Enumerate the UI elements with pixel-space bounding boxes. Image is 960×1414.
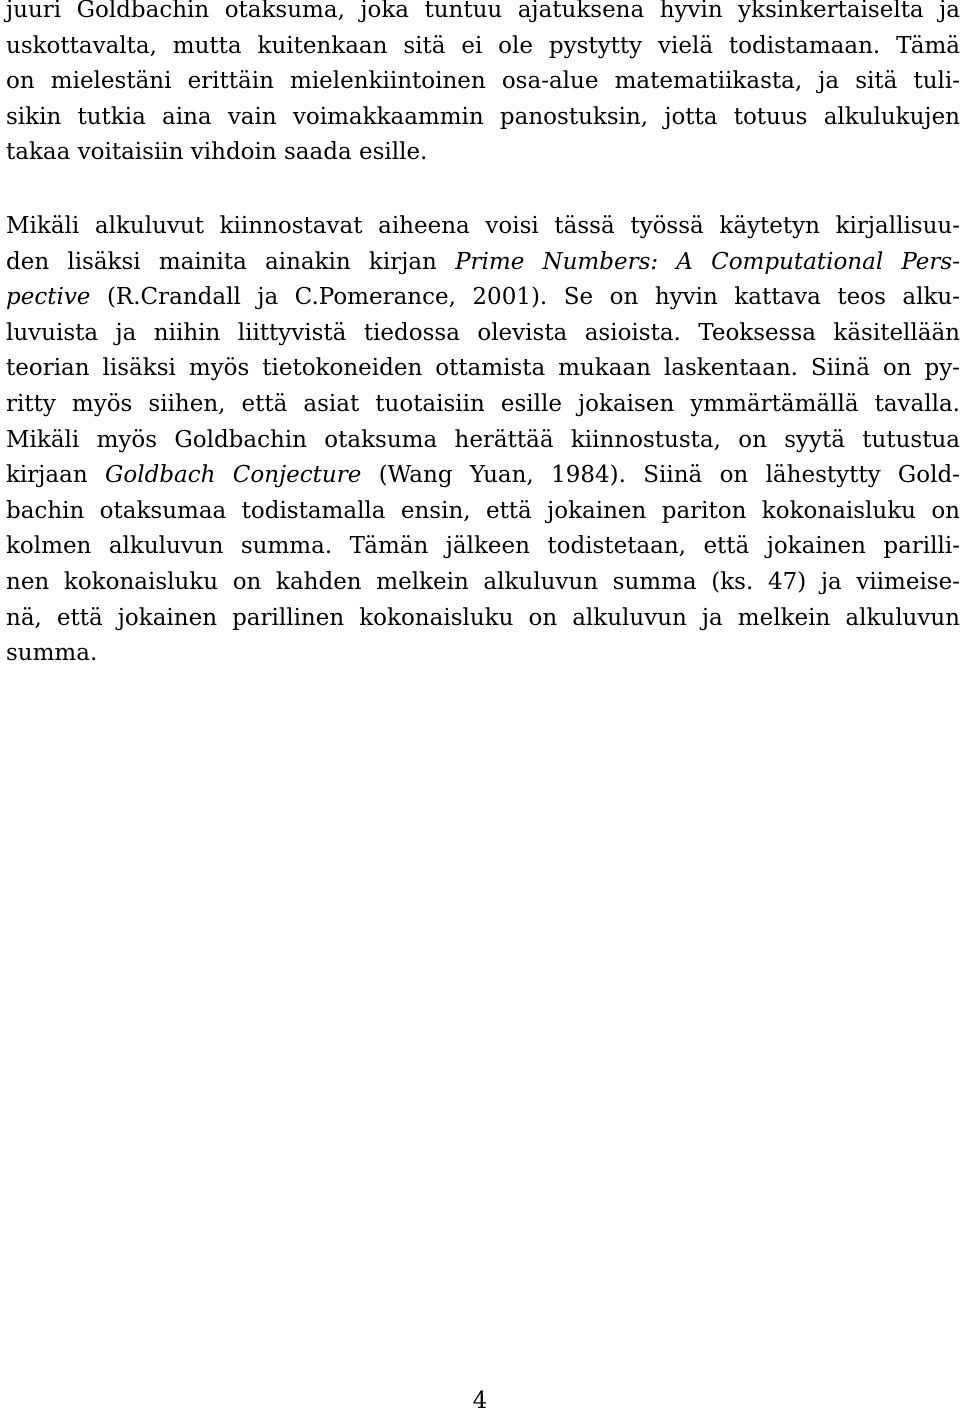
book-title-italic: Goldbach Conjecture (105, 462, 362, 489)
paragraph-conclusion (6, 0, 960, 171)
text-line: takaa voitaisiin vihdoin saada esille. (6, 139, 428, 166)
text-line: nä, että jokainen parillinen kokonaisluku on alkuluvun ja melkein alkuluvun (6, 604, 960, 631)
text-line: nen kokonaisluku on kahden melkein alkuluvun summa (ks. 47) ja viimeise- (6, 568, 960, 595)
text-segment: (Wang Yuan, 1984). Siinä on lähestytty Gold- (361, 462, 960, 489)
text-line: juuri Goldbachin otaksuma, joka tuntuu ajatuksena hyvin yksinkertaiselta ja (6, 0, 960, 23)
paragraph-references (6, 209, 960, 672)
text-line: Mikäli alkuluvut kiinnostavat aiheena voisi tässä työssä käytetyn kirjallisuu- (6, 213, 960, 239)
text-line (6, 280, 960, 316)
text-line: bachin otaksumaa todistamalla ensin, että jokainen pariton kokonaisluku on (6, 497, 960, 524)
book-title-italic: Prime Numbers: A Computational Pers- (455, 248, 960, 275)
text-line: summa. (6, 640, 98, 667)
text-line: luvuista ja niihin liittyvistä tiedossa olevista asioista. Teoksessa käsitellään (6, 319, 960, 346)
text-line: on mielestäni erittäin mielenkiintoinen osa-alue matematiikasta, ja sitä tuli- (6, 68, 960, 95)
text-line: teorian lisäksi myös tietokoneiden ottamista mukaan laskentaan. Siinä on py- (6, 355, 960, 382)
text-segment: kirjaan (6, 462, 106, 489)
text-line (6, 458, 960, 494)
text-line: uskottavalta, mutta kuitenkaan sitä ei ole pystytty vielä todistamaan. Tämä (6, 32, 960, 59)
text-line: Mikäli myös Goldbachin otaksuma herättää kiinnostusta, on syytä tutustua (6, 426, 960, 453)
text-line: sikin tutkia aina vain voimakkaammin panostuksin, jotta totuus alkulukujen (6, 103, 960, 130)
book-title-italic: pective (6, 284, 91, 311)
text-line: kolmen alkuluvun summa. Tämän jälkeen todistetaan, että jokainen parilli- (6, 533, 960, 560)
page-number: 4 (472, 1388, 488, 1414)
text-segment: (R.Crandall ja C.Pomerance, 2001). Se on hyvin kattava teos alku- (90, 284, 960, 311)
text-line (6, 245, 960, 281)
text-line: ritty myös siihen, että asiat tuotaisiin esille jokaisen ymmärtämällä tavalla. (6, 390, 960, 417)
text-segment: den lisäksi mainita ainakin kirjan (6, 248, 456, 275)
